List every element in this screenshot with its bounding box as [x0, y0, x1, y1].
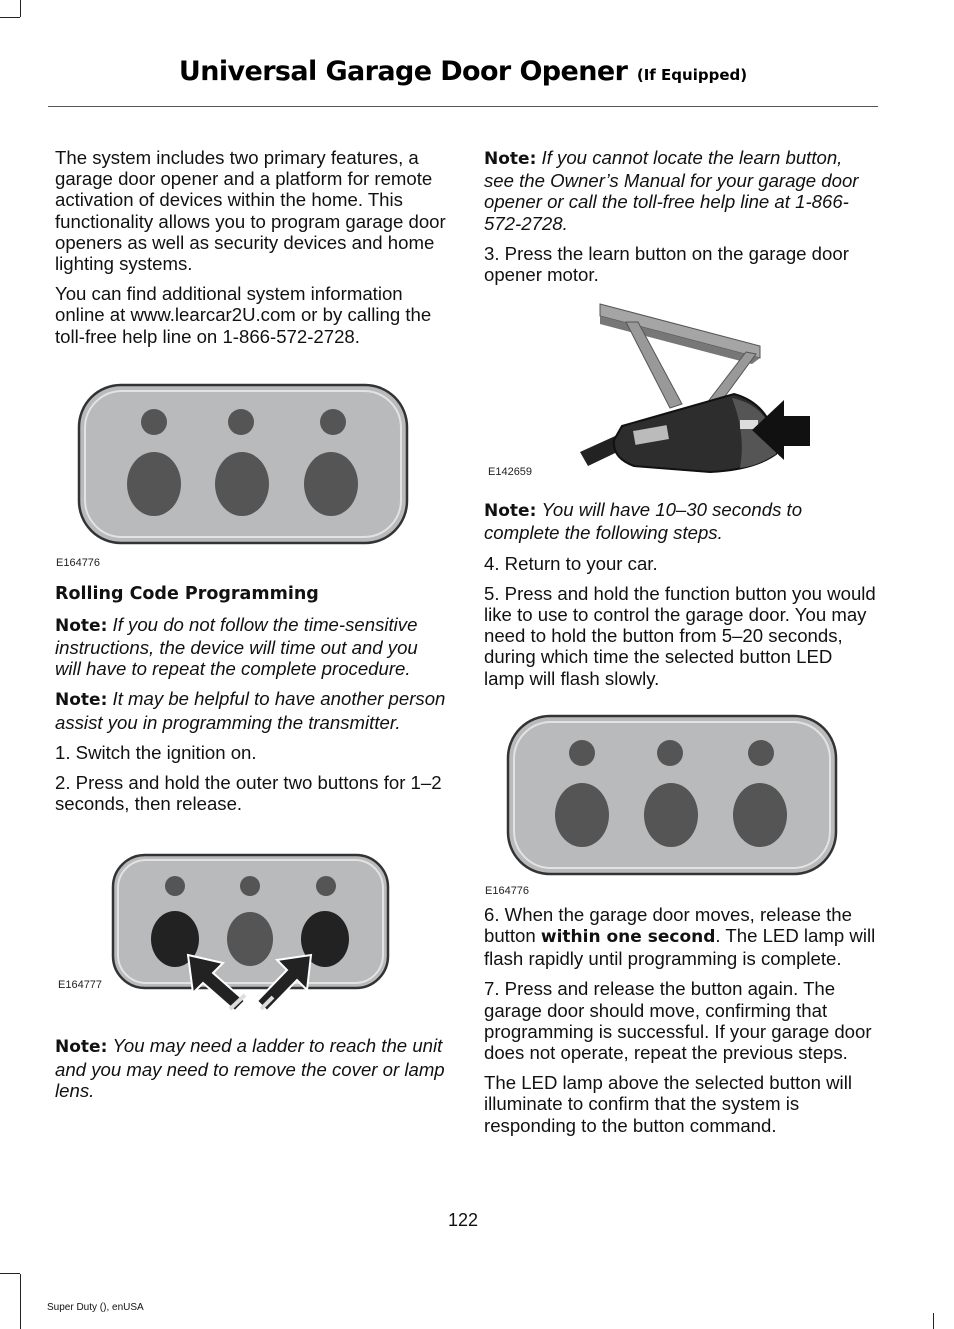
note-text: It may be helpful to have another person assist you in programming the transmitter. — [55, 688, 446, 733]
note — [484, 499, 876, 543]
remote-figure-2 — [484, 698, 876, 904]
remote-press-figure — [55, 823, 447, 1035]
remote-figure — [55, 356, 447, 569]
opener-motor-figure — [484, 294, 876, 494]
footer-text: Super Duty (), enUSA — [47, 1302, 144, 1313]
remote-buttons-illustration — [55, 356, 447, 556]
step-text: . The LED lamp will flash rapidly until programming is complete. — [484, 925, 876, 970]
figure-code: E164776 — [56, 556, 101, 569]
figure-code: E142659 — [488, 466, 533, 479]
step: 2. Press and hold the outer two buttons for 1–2 seconds, then release. — [55, 772, 442, 815]
note — [484, 147, 876, 234]
title-subtitle: (If Equipped) — [636, 66, 748, 84]
note-label: Note: — [55, 615, 108, 636]
note-label: Note: — [484, 149, 537, 169]
step — [484, 904, 876, 970]
step: 7. Press and release the button again. The garage door should move, confirming that programming is successful. If your garage door does not operate, repeat the previous steps. — [484, 978, 872, 1064]
step: 3. Press the learn button on the garage door opener motor. — [484, 242, 849, 286]
remote-press-illustration — [55, 823, 447, 1013]
crop-mark — [0, 1273, 20, 1274]
left-column — [55, 147, 447, 1110]
right-column — [484, 147, 876, 1145]
opener-motor-illustration — [484, 294, 876, 494]
note-text: If you cannot locate the learn button, see the Owner’s Manual for your garage door opener or call the toll-free help line at 1-866-572-2728. — [484, 147, 859, 234]
intro-paragraph: The system includes two primary features, a garage door opener and a platform for remote activation of devices within the home. This functionality allows you to program garage door openers as well as security devices and home lighting systems. — [55, 147, 446, 275]
step-emphasis: within one second — [540, 927, 716, 948]
note-label: Note: — [55, 690, 108, 711]
page-number: 122 — [447, 1210, 479, 1230]
crop-mark — [20, 0, 21, 17]
remote-buttons-illustration — [484, 698, 876, 894]
note-label: Note: — [55, 1037, 108, 1058]
step-text: 6. When the garage door moves, release the button — [484, 903, 852, 947]
note — [55, 688, 447, 732]
note — [55, 1035, 447, 1101]
note-text: If you do not follow the time-sensitive instructions, the device will time out and you will have to repeat the complete procedure. — [55, 613, 418, 680]
page-title — [48, 56, 878, 87]
step: 4. Return to your car. — [484, 552, 658, 574]
note-text: You may need a ladder to reach the unit and you may need to remove the cover or lamp lens. — [55, 1035, 445, 1101]
note-label: Note: — [484, 501, 537, 522]
step: 1. Switch the ignition on. — [55, 741, 257, 763]
step: 5. Press and hold the function button you would like to use to control the garage door. You may need to hold the button from 5–20 seconds, during which time the selected button LED lamp will flash slowly. — [484, 582, 876, 689]
note — [55, 614, 447, 680]
note-text: You will have 10–30 seconds to complete the following steps. — [484, 499, 803, 544]
figure-code: E164776 — [485, 884, 530, 897]
title-main: Universal Garage Door Opener — [178, 56, 628, 87]
crop-mark — [933, 1313, 934, 1329]
closing-paragraph: The LED lamp above the selected button will illuminate to confirm that the system is responding to the button command. — [484, 1072, 852, 1136]
crop-mark — [0, 17, 20, 18]
info-paragraph: You can find additional system information online at www.learcar2U.com or by calling the toll-free help line on 1-866-572-2728. — [55, 283, 432, 347]
figure-code: E164777 — [58, 979, 103, 992]
crop-mark — [20, 1274, 21, 1329]
section-heading: Rolling Code Programming — [55, 583, 319, 604]
header-rule — [48, 106, 878, 107]
